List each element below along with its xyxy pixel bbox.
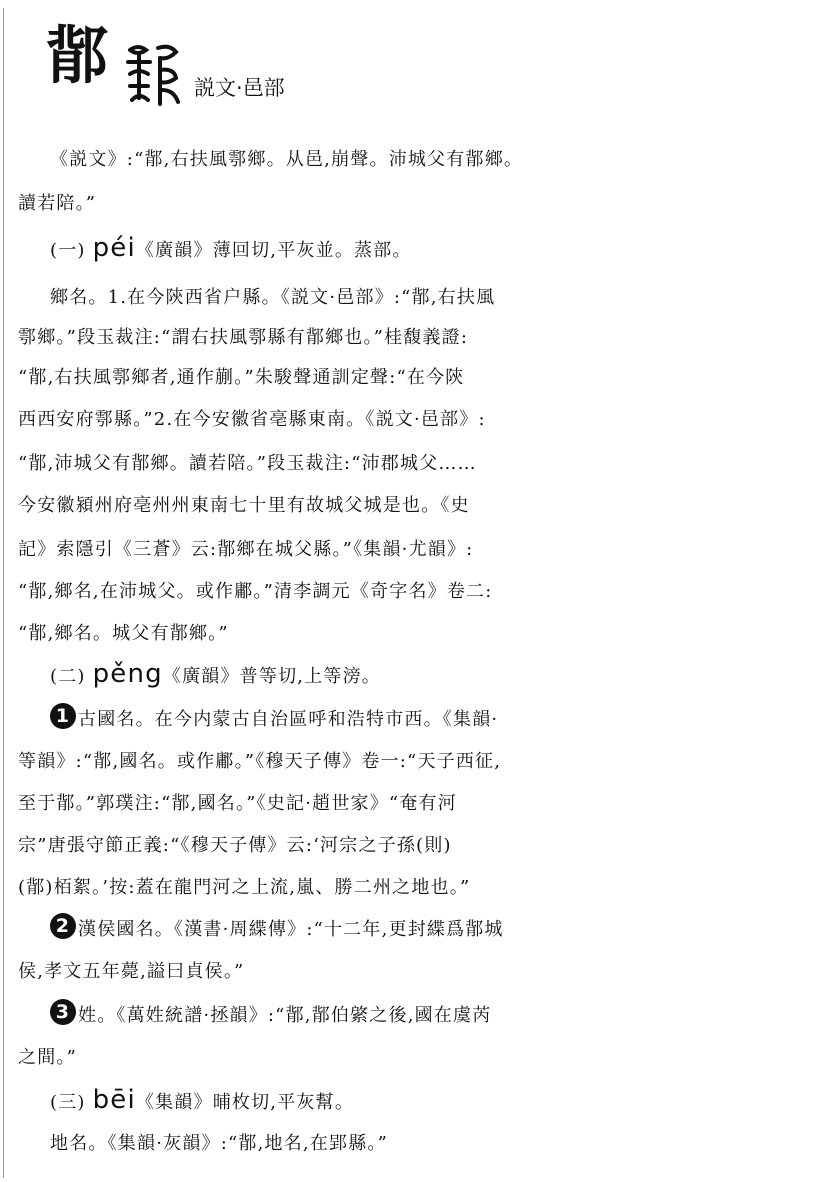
sense-2-text: 漢侯國名。《漢書·周緤傳》:“十二年,更封緤爲鄁城 [78,919,504,940]
sense-number-2-badge: 2 [50,913,76,939]
reading-3-line [0,1082,816,1121]
text-line-12: “鄁,鄉名。城父有鄁鄉。” [18,623,229,644]
text-line-17: 宗”唐張守節正義:“《穆天子傳》云:‘河宗之子孫(則) [18,835,452,856]
sense-1-line [0,702,816,738]
entry-header [46,18,746,108]
text-line-5: 鄠鄉。”段玉裁注:“謂右扶風鄠縣有鄁鄉也。”桂馥義證: [18,327,469,348]
reading-3-fanqie: 《集韻》晡枚切,平灰幫。 [135,1092,355,1113]
pinyin-2: pěng [92,659,163,689]
pinyin-1: péi [92,233,136,263]
sense-number-3-badge: 3 [50,999,76,1025]
sense-3-line [0,998,816,1034]
text-line-24: 地名。《集韻·灰韻》:“鄁,地名,在郢縣。” [50,1133,389,1154]
pinyin-3: bēi [92,1085,136,1115]
text-line-7: 西西安府鄠縣。”2.在今安徽省亳縣東南。《説文·邑部》: [18,409,486,430]
reading-number-2: (二) [50,666,93,687]
text-line-4: 鄉名。1.在今陝西省户縣。《説文·邑部》:“鄁,右扶風 [50,287,496,308]
seal-script-glyph [124,40,186,110]
head-character: 鄁 [46,19,109,92]
text-line-20: 侯,孝文五年薨,謚曰貞侯。” [18,961,245,982]
text-line-1: 《説文》:“鄁,右扶風鄠鄉。从邑,崩聲。沛城父有鄁鄉。 [50,149,524,170]
text-line-8: “鄁,沛城父有鄁鄉。讀若陪。”段玉裁注:“沛郡城父…… [18,453,477,474]
text-line-9: 今安徽潁州府亳州州東南七十里有故城父城是也。《史 [18,495,470,516]
source-reference: 説文·邑部 [194,76,285,100]
text-line-6: “鄁,右扶風鄠鄉者,通作蒯。”朱駿聲通訓定聲:“在今陝 [18,367,465,388]
reading-1-line [0,230,816,269]
text-line-18: (鄁)栢絮。’按:蓋在龍門河之上流,嵐、勝二州之地也。” [18,877,471,898]
text-line-16: 至于鄁。”郭璞注:“鄁,國名。”《史記·趙世家》“奄有河 [18,793,457,814]
reading-number-1: (一) [50,240,93,261]
sense-3-text: 姓。《萬姓統譜·拯韻》:“鄁,鄁伯綮之後,國在虞芮 [78,1005,492,1026]
reading-1-fanqie: 《廣韻》薄回切,平灰並。蒸部。 [135,240,412,261]
text-line-22: 之間。” [18,1047,78,1068]
text-line-10: 記》索隱引《三蒼》云:鄁鄉在城父縣。”《集韻·尤韻》: [18,539,474,560]
sense-1-text: 古國名。在今内蒙古自治區呼和浩特市西。《集韻· [78,709,499,730]
sense-2-line [0,912,816,948]
reading-2-line [0,656,816,695]
text-line-2: 讀若陪。” [18,193,97,214]
reading-2-fanqie: 《廣韻》普等切,上等滂。 [162,666,381,687]
text-line-11: “鄁,鄉名,在沛城父。或作鄘。”清李調元《奇字名》卷二: [18,581,493,602]
sense-number-1-badge: 1 [50,703,76,729]
reading-number-3: (三) [50,1092,93,1113]
text-line-15: 等韻》:“鄁,國名。或作鄘。”《穆天子傳》卷一:“天子西征, [18,751,502,772]
